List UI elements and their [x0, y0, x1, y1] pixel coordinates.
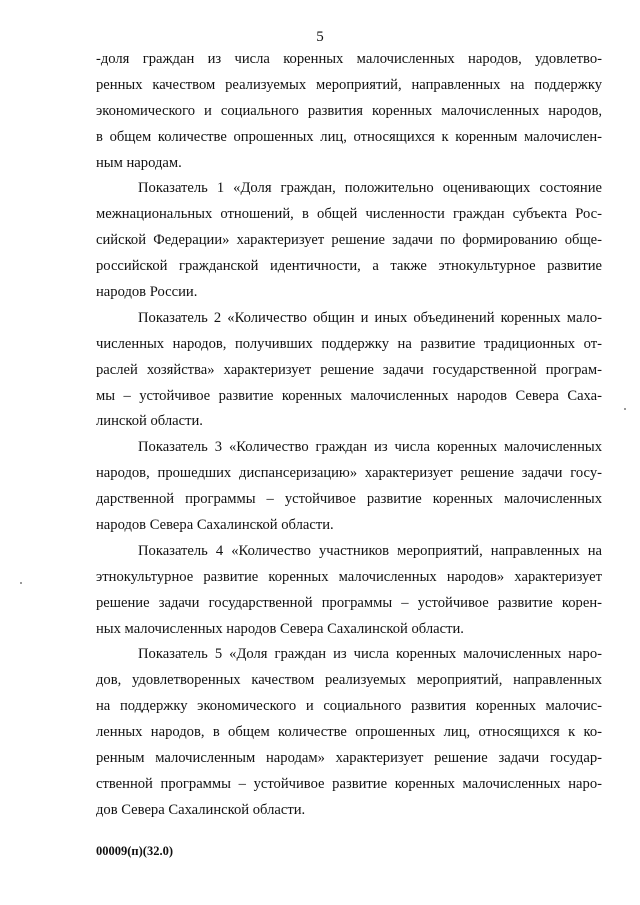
paragraph-line: сийской Федерации» характеризует решение задачи по формированию обще-	[96, 232, 602, 249]
paragraph-line: решение задачи государственной программы – устойчивое развитие корен-	[96, 594, 602, 611]
document-footer-code: 00009(п)(32.0)	[96, 844, 173, 858]
scan-speck	[20, 582, 22, 584]
paragraph-line: раслей хозяйства» характеризует решение задачи государственной програм-	[96, 361, 602, 378]
paragraph-line: ленных народов, в общем количестве опрошенных лиц, относящихся к ко-	[96, 724, 602, 741]
paragraph-line: ренным малочисленным народам» характеризует решение задачи государ-	[96, 750, 602, 767]
scan-speck	[624, 408, 626, 410]
page-number: 5	[316, 29, 324, 45]
paragraph-line: дарственной программы – устойчивое развитие коренных малочисленных	[96, 491, 602, 508]
paragraph-line: -доля граждан из числа коренных малочисленных народов, удовлетво-	[96, 51, 602, 67]
paragraph-line: Показатель 2 «Количество общин и иных объединений коренных мало-	[138, 309, 602, 326]
paragraph-line: ных малочисленных народов Севера Сахалинской области.	[96, 620, 464, 637]
paragraph-line: Показатель 3 «Количество граждан из числа коренных малочисленных	[138, 439, 602, 456]
paragraph-line: межнациональных отношений, в общей численности граждан субъекта Рос-	[96, 206, 602, 223]
paragraph-line: Показатель 4 «Количество участников мероприятий, направленных на	[138, 542, 602, 559]
paragraph-line: этнокультурное развитие коренных малочисленных народов» характеризует	[96, 568, 602, 585]
paragraph-line: экономического и социального развития коренных малочисленных народов,	[96, 102, 602, 119]
paragraph-line: Показатель 5 «Доля граждан из числа коренных малочисленных наро-	[138, 646, 602, 663]
paragraph-line: на поддержку экономического и социального развития коренных малочис-	[96, 698, 602, 715]
paragraph-line: народов, прошедших диспансеризацию» характеризует решение задачи госу-	[96, 465, 602, 482]
paragraph-line: ственной программы – устойчивое развитие коренных малочисленных наро-	[96, 775, 602, 792]
paragraph-line: Показатель 1 «Доля граждан, положительно оценивающих состояние	[138, 180, 602, 197]
document-body	[96, 47, 602, 824]
paragraph-line: численных народов, получивших поддержку на развитие традиционных от-	[96, 335, 602, 352]
paragraph-line: ренных качеством реализуемых мероприятий, направленных на поддержку	[96, 76, 602, 93]
paragraph-line: народов России.	[96, 284, 198, 301]
paragraph-line: российской гражданской идентичности, а также этнокультурное развитие	[96, 258, 602, 275]
paragraph-line: дов, удовлетворенных качеством реализуемых мероприятий, направленных	[96, 672, 602, 689]
paragraph-line: ным народам.	[96, 154, 182, 171]
paragraph-line: в общем количестве опрошенных лиц, относящихся к коренным малочислен-	[96, 128, 602, 145]
paragraph-line: дов Севера Сахалинской области.	[96, 801, 306, 818]
paragraph-line: мы – устойчивое развитие коренных малочисленных народов Севера Саха-	[96, 387, 602, 404]
paragraph-line: линской области.	[96, 413, 203, 430]
paragraph-line: народов Севера Сахалинской области.	[96, 517, 334, 534]
